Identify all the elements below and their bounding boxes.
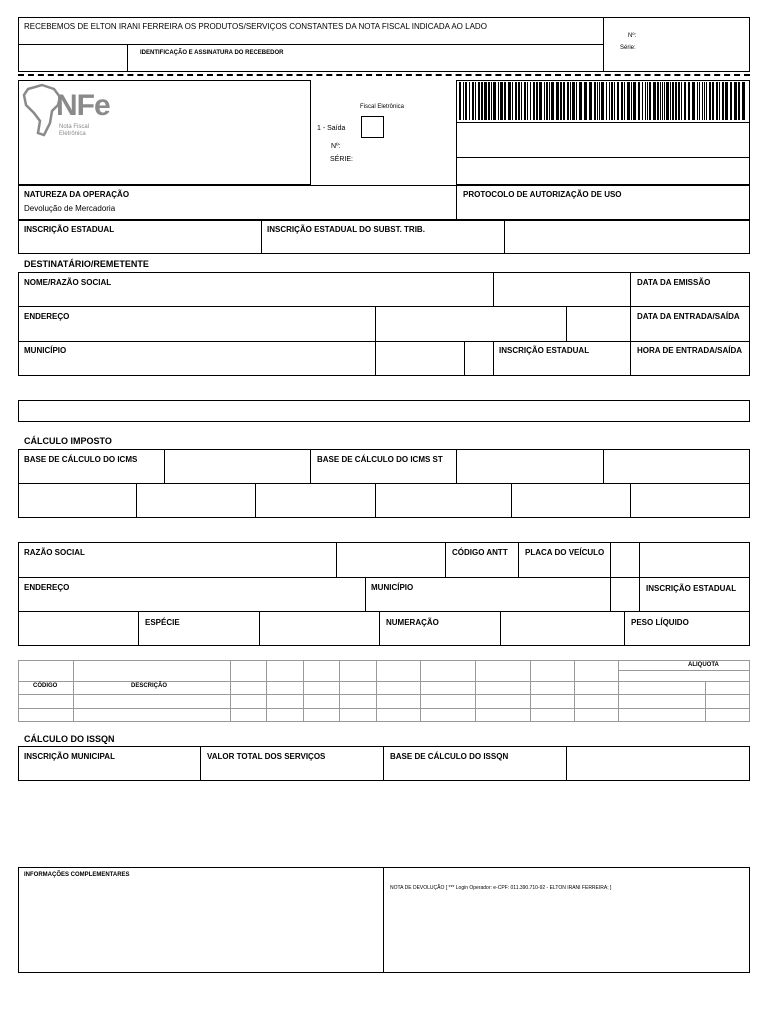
data-emissao-label: DATA DA EMISSÃO [637, 278, 711, 287]
nfe-logo [22, 83, 110, 138]
header-num-label: Nº: [331, 143, 341, 150]
transp-razao-label: RAZÃO SOCIAL [24, 548, 85, 557]
issqn-title: CÁLCULO DO ISSQN [24, 734, 115, 744]
fatura-box [18, 400, 750, 422]
fiscal-label: Fiscal Eletrônica [360, 104, 405, 110]
issqn-box [18, 746, 750, 781]
descricao-label: DESCRIÇÃO [131, 683, 168, 689]
cut-line [18, 74, 750, 76]
canhoto-serie-label: Série: [620, 45, 636, 51]
ie-label: INSCRIÇÃO ESTADUAL [24, 225, 115, 234]
protocolo-label: PROTOCOLO DE AUTORIZAÇÃO DE USO [463, 190, 622, 199]
logo-nfe-text: NFe [56, 89, 110, 122]
natureza-label: NATUREZA DA OPERAÇÃO [24, 190, 130, 199]
ie-st-label: INSCRIÇÃO ESTADUAL DO SUBST. TRIB. [267, 225, 425, 234]
base-icms-st-label: BASE DE CÁLCULO DO ICMS ST [317, 455, 443, 464]
codigo-label: CÓDIGO [33, 683, 58, 689]
imposto-title: CÁLCULO IMPOSTO [24, 436, 112, 446]
canhoto-num-label: Nº: [628, 33, 637, 39]
valor-servicos-label: VALOR TOTAL DOS SERVIÇOS [207, 752, 326, 761]
transportador-box [18, 542, 750, 646]
transp-municipio-label: MUNICÍPIO [371, 583, 414, 592]
destinatario-box [18, 272, 750, 376]
transp-endereco-label: ENDEREÇO [24, 583, 70, 592]
info-label: INFORMAÇÕES COMPLEMENTARES [24, 872, 130, 878]
aliquota-label: ALIQUOTA [688, 662, 719, 668]
placa-label: PLACA DO VEÍCULO [525, 548, 605, 557]
saida-checkbox[interactable] [361, 116, 384, 138]
peso-label: PESO LÍQUIDO [631, 618, 689, 627]
numeracao-label: NUMERAÇÃO [386, 618, 439, 627]
canhoto-id-label: IDENTIFICAÇÃO E ASSINATURA DO RECEBEDOR [140, 50, 284, 56]
barcode-icon [459, 82, 747, 122]
saida-label: 1 - Saída [317, 125, 346, 132]
dest-endereco-label: ENDEREÇO [24, 312, 70, 321]
dest-ie-label: INSCRIÇÃO ESTADUAL [499, 346, 590, 355]
natureza-value: Devolução de Mercadoria [24, 204, 116, 213]
base-issqn-label: BASE DE CÁLCULO DO ISSQN [390, 752, 509, 761]
canhoto-received-text: RECEBEMOS DE ELTON IRANI FERREIRA OS PRODUTOS/SERVIÇOS CONSTANTES DA NOTA FISCAL INDICADA AO LADO [24, 22, 487, 31]
data-entrada-label: DATA DA ENTRADA/SAÍDA [637, 312, 740, 321]
adicionais-box [18, 867, 750, 973]
logo-line1: Nota Fiscal [59, 124, 90, 130]
logo-line2: Eletrônica [59, 131, 86, 137]
transp-ie-label: INSCRIÇÃO ESTADUAL [646, 584, 737, 593]
base-icms-label: BASE DE CÁLCULO DO ICMS [24, 455, 138, 464]
antt-label: CÓDIGO ANTT [452, 548, 508, 557]
destinatario-title: DESTINATÁRIO/REMETENTE [24, 259, 149, 269]
info-value: NOTA DE DEVOLUÇÃO [ *** Login Operador: e-CPF: 011.390.710-92 - ELTON IRANI FERREIRA; ] [390, 885, 612, 891]
header-serie-label: SÉRIE: [330, 156, 353, 163]
especie-label: ESPÉCIE [145, 618, 180, 627]
dest-municipio-label: MUNICÍPIO [24, 346, 67, 355]
im-label: INSCRIÇÃO MUNICIPAL [24, 752, 115, 761]
hora-label: HORA DE ENTRADA/SAÍDA [637, 346, 743, 355]
nome-label: NOME/RAZÃO SOCIAL [24, 278, 112, 287]
